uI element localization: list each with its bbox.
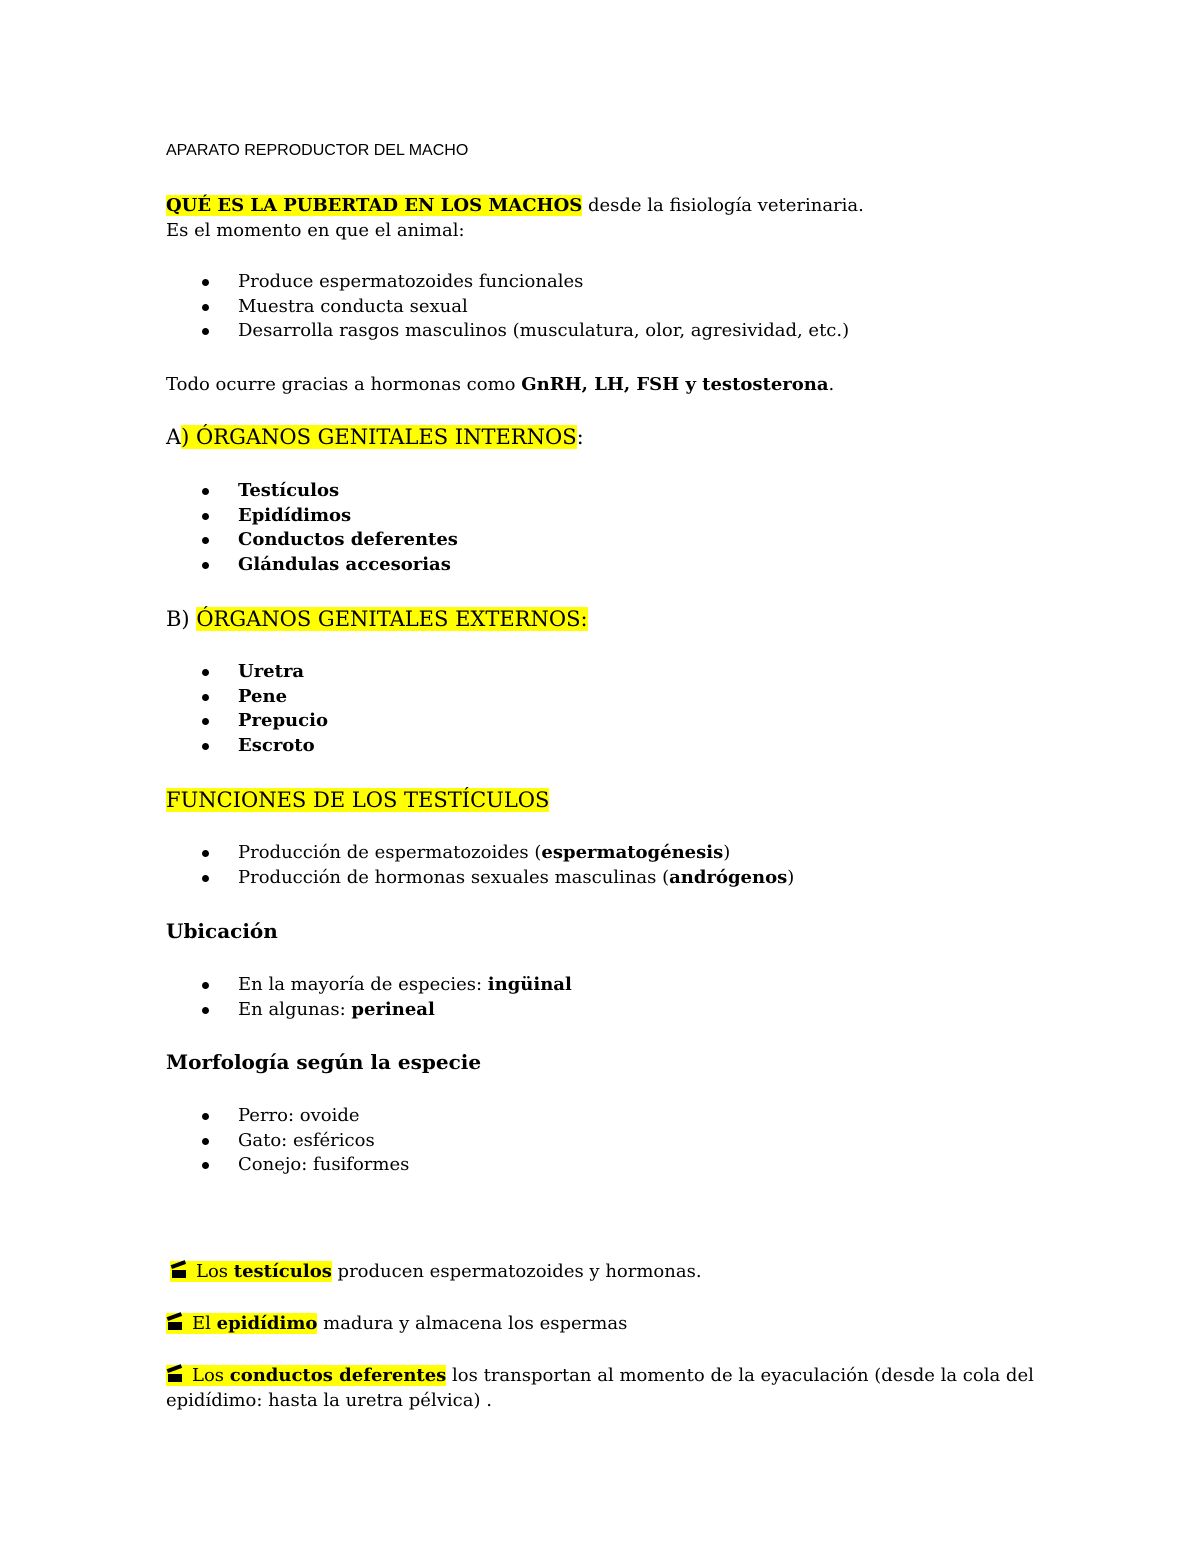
- bullet-icon: [202, 537, 209, 544]
- list-item: Gato: esféricos: [200, 1129, 409, 1154]
- puberty-list: [200, 270, 849, 344]
- document-title: APARATO REPRODUCTOR DEL MACHO: [166, 142, 469, 159]
- morphology-list: [200, 1104, 409, 1178]
- list-item: Conductos deferentes: [200, 528, 458, 553]
- bullet-icon: [202, 562, 209, 569]
- clapperboard-icon: [166, 1316, 184, 1330]
- bullet-icon: [202, 1113, 209, 1120]
- bullet-icon: [202, 982, 209, 989]
- location-list: [200, 973, 572, 1022]
- puberty-intro: Es el momento en que el animal:: [166, 220, 465, 241]
- list-item: Epidídimos: [200, 504, 458, 529]
- note-testicles: Los testículos producen espermatozoides y hormonas.: [170, 1260, 702, 1284]
- internal-organs-list: [200, 479, 458, 578]
- bullet-icon: [202, 488, 209, 495]
- bullet-icon: [202, 304, 209, 311]
- hormones-line: Todo ocurre gracias a hormonas como GnRH, LH, FSH y testosterona.: [166, 374, 835, 395]
- list-item: Testículos: [200, 479, 458, 504]
- bullet-icon: [202, 279, 209, 286]
- internal-organs-heading: A) ÓRGANOS GENITALES INTERNOS:: [166, 425, 584, 449]
- note-vas-deferens-continuation: epidídimo: hasta la uretra pélvica) .: [166, 1390, 492, 1411]
- morphology-heading: Morfología según la especie: [166, 1050, 482, 1074]
- bullet-icon: [202, 1162, 209, 1169]
- list-item: Produce espermatozoides funcionales: [200, 270, 849, 295]
- list-item: Producción de hormonas sexuales masculinas (andrógenos): [200, 866, 794, 891]
- hormones-list: GnRH, LH, FSH y testosterona: [521, 374, 829, 395]
- bullet-icon: [202, 513, 209, 520]
- clapperboard-icon: [170, 1264, 188, 1278]
- external-organs-heading: B) ÓRGANOS GENITALES EXTERNOS:: [166, 607, 588, 631]
- list-item: Escroto: [200, 734, 328, 759]
- bullet-icon: [202, 850, 209, 857]
- list-item: Desarrolla rasgos masculinos (musculatura, olor, agresividad, etc.): [200, 319, 849, 344]
- note-vas-deferens: Los conductos deferentes los transportan al momento de la eyaculación (desde la cola del: [166, 1364, 1034, 1388]
- location-heading: Ubicación: [166, 919, 278, 943]
- bullet-icon: [202, 669, 209, 676]
- external-organs-list: [200, 660, 328, 759]
- list-item: Prepucio: [200, 709, 328, 734]
- functions-list: [200, 841, 794, 890]
- list-item: En la mayoría de especies: ingüinal: [200, 973, 572, 998]
- list-item: Pene: [200, 685, 328, 710]
- list-item: Glándulas accesorias: [200, 553, 458, 578]
- puberty-heading-line: [166, 193, 864, 218]
- puberty-heading-suffix: desde la fisiología veterinaria.: [582, 195, 864, 216]
- bullet-icon: [202, 875, 209, 882]
- list-item: Producción de espermatozoides (espermatogénesis): [200, 841, 794, 866]
- bullet-icon: [202, 694, 209, 701]
- list-item: Perro: ovoide: [200, 1104, 409, 1129]
- clapperboard-icon: [166, 1368, 184, 1382]
- puberty-heading: QUÉ ES LA PUBERTAD EN LOS MACHOS: [166, 195, 583, 216]
- bullet-icon: [202, 1007, 209, 1014]
- bullet-icon: [202, 743, 209, 750]
- bullet-icon: [202, 328, 209, 335]
- list-item: Conejo: fusiformes: [200, 1153, 409, 1178]
- bullet-icon: [202, 1138, 209, 1145]
- list-item: Muestra conducta sexual: [200, 295, 849, 320]
- list-item: Uretra: [200, 660, 328, 685]
- list-item: En algunas: perineal: [200, 998, 572, 1023]
- note-epididymis: El epidídimo madura y almacena los espermas: [166, 1312, 627, 1336]
- functions-heading: FUNCIONES DE LOS TESTÍCULOS: [166, 788, 550, 812]
- bullet-icon: [202, 718, 209, 725]
